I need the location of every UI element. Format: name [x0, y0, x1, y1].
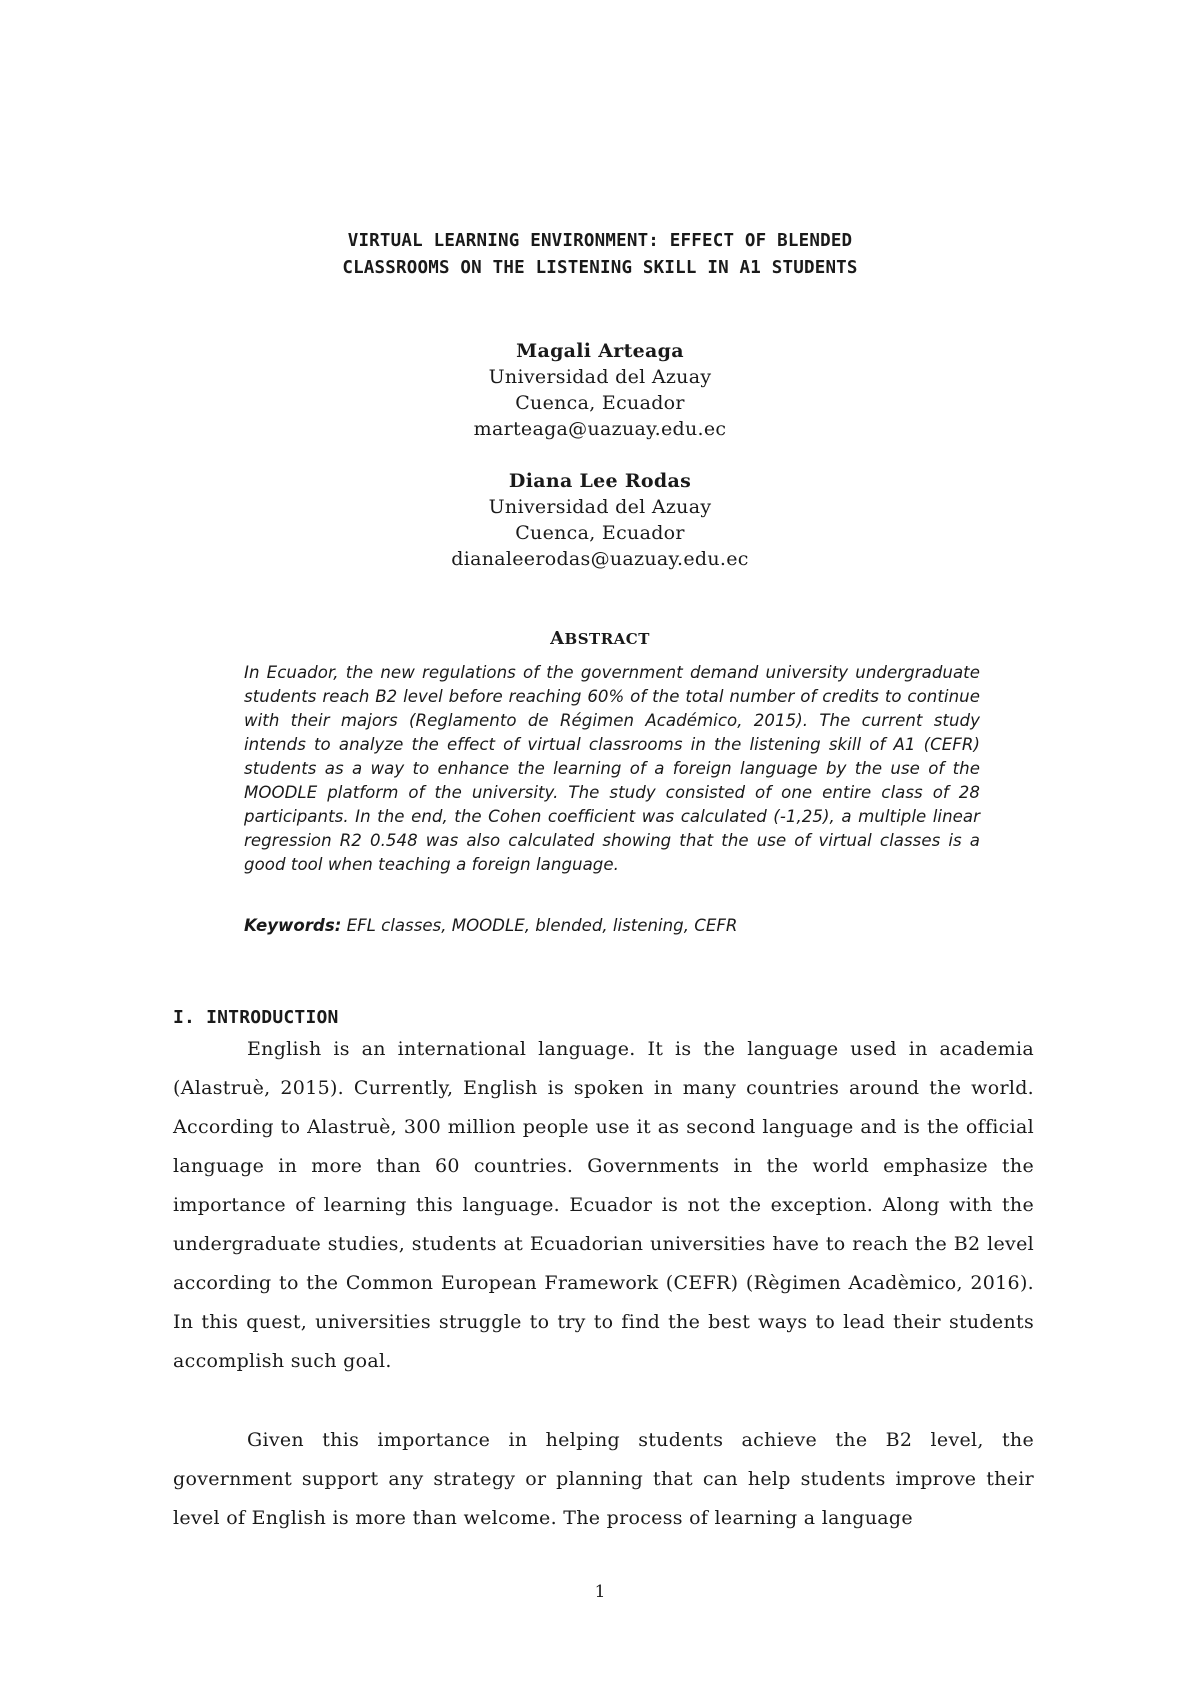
- keywords-label: Keywords:: [244, 916, 342, 935]
- author-location: Cuenca, Ecuador: [515, 522, 685, 544]
- abstract-heading: [200, 628, 1000, 649]
- abstract-heading-rest: BSTRACT: [564, 630, 650, 648]
- author-location: Cuenca, Ecuador: [515, 392, 685, 414]
- body-paragraph-2: Given this importance in helping students achieve the B2 level, the government support any strategy or planning that can help students improve their level of English is more than welcome. The process of learning a language: [173, 1429, 1034, 1529]
- author-block-1: [200, 338, 1000, 442]
- body-paragraph-1: English is an international language. It is the language used in academia (Alastruè, 2015). Currently, English is spoken in many countries around the world. According to Alastruè, 300 million people use it as second language and is the official language in more than 60 countries. Governments in the world emphasize the importance of learning this language. Ecuador is not the exception. Along with the undergraduate studies, students at Ecuadorian universities have to reach the B2 level according to the Common European Framework (CEFR) (Règimen Acadèmico, 2016). In this quest, universities struggle to try to find the best ways to lead their students accomplish such goal.: [173, 1038, 1034, 1372]
- author-name: Magali Arteaga: [516, 340, 684, 362]
- paper-title: [150, 228, 1050, 282]
- author-name: Diana Lee Rodas: [508, 470, 692, 492]
- author-email: marteaga@uazuay.edu.ec: [473, 418, 727, 440]
- title-line-1: VIRTUAL LEARNING ENVIRONMENT: EFFECT OF BLENDED: [347, 231, 853, 251]
- title-line-2: CLASSROOMS ON THE LISTENING SKILL IN A1 STUDENTS: [342, 258, 858, 278]
- keywords: [244, 914, 980, 938]
- section-heading-introduction: I. INTRODUCTION: [173, 1007, 339, 1028]
- abstract-heading-initial: A: [550, 628, 565, 649]
- author-affiliation: Universidad del Azuay: [488, 366, 712, 388]
- page-number: 1: [594, 1582, 606, 1602]
- author-affiliation: Universidad del Azuay: [488, 496, 712, 518]
- author-email: dianaleerodas@uazuay.edu.ec: [451, 548, 749, 570]
- keywords-list: EFL classes, MOODLE, blended, listening, CEFR: [341, 916, 738, 935]
- abstract-text: In Ecuador, the new regulations of the government demand university undergraduate students reach B2 level before reaching 60% of the total number of credits to continue with their majors (Reglamento de Régimen Académico, 2015). The current study intends to analyze the effect of virtual classrooms in the listening skill of A1 (CEFR) students as a way to enhance the learning of a foreign language by the use of the MOODLE platform of the university. The study consisted of one entire class of 28 participants. In the end, the Cohen coefficient was calculated (-1,25), a multiple linear regression R2 0.548 was also calculated showing that the use of virtual classes is a good tool when teaching a foreign language.: [244, 663, 980, 874]
- author-block-2: [200, 468, 1000, 572]
